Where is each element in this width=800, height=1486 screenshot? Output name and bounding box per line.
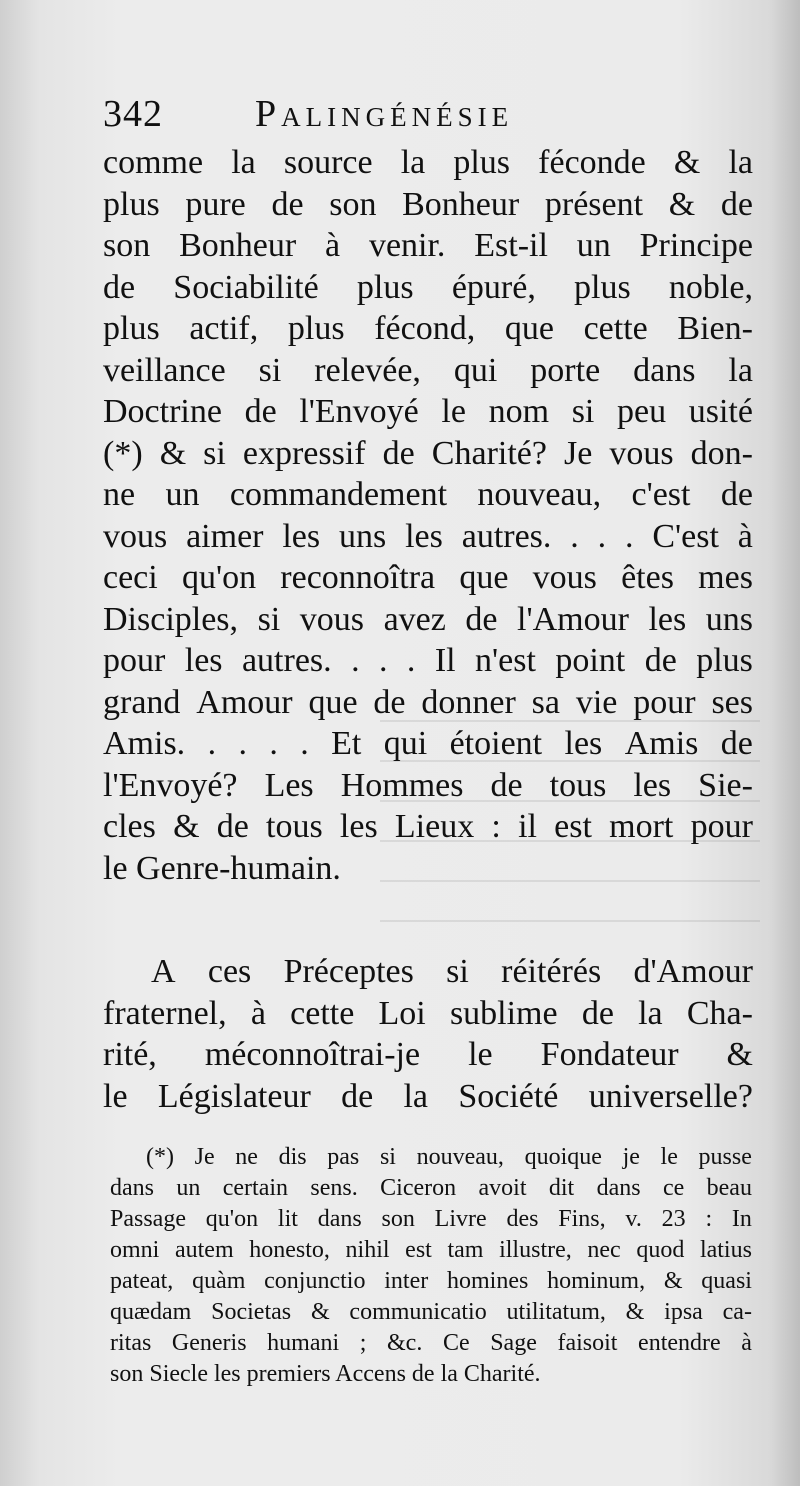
text-line: (*) & si expressif de Charité? Je vous don- <box>103 434 753 472</box>
text-line: Amis. . . . . Et qui étoient les Amis de <box>103 725 753 762</box>
text-line: cles & de tous les Lieux : il est mort pour <box>103 808 753 845</box>
text-line: le Genre-humain. <box>103 849 341 887</box>
text-line: l'Envoyé? Les Hommes de tous les Sie- <box>103 766 753 804</box>
text-line: A ces Préceptes si réitérés d'Amour <box>151 953 753 990</box>
text-line: ne un commandement nouveau, c'est de <box>103 476 753 513</box>
text-line: veillance si relevée, qui porte dans la <box>103 351 753 389</box>
footnote-line: (*) Je ne dis pas si nouveau, quoique je le pusse <box>146 1144 752 1170</box>
text-line: comme la source la plus féconde & la <box>103 144 753 181</box>
text-line: Doctrine de l'Envoyé le nom si peu usité <box>103 393 753 430</box>
footnote-line: ritas Generis humani ; &c. Ce Sage faisoit entendre à <box>110 1330 752 1356</box>
page-number: 342 <box>103 93 163 135</box>
text-line: vous aimer les uns les autres. . . . C'est à <box>103 517 753 555</box>
footnote-line: quædam Societas & communicatio utilitatum, & ipsa ca- <box>110 1299 752 1325</box>
footnote-line: son Siecle les premiers Accens de la Charité. <box>110 1361 541 1387</box>
text-line: ceci qu'on reconnoîtra que vous êtes mes <box>103 559 753 596</box>
footnote-line: dans un certain sens. Ciceron avoit dit dans ce beau <box>110 1175 752 1201</box>
footnote-line: pateat, quàm conjunctio inter homines hominum, & quasi <box>110 1268 752 1294</box>
page-header <box>103 92 753 148</box>
text-line: son Bonheur à venir. Est-il un Principe <box>103 227 753 264</box>
text-line: plus pure de son Bonheur présent & de <box>103 185 753 223</box>
text-line: rité, méconnoîtrai-je le Fondateur & <box>103 1036 753 1073</box>
main-text <box>103 142 753 1117</box>
text-line: Disciples, si vous avez de l'Amour les uns <box>103 600 753 638</box>
text-line: le Législateur de la Société universelle? <box>103 1077 753 1115</box>
text-line: fraternel, à cette Loi sublime de la Cha- <box>103 994 753 1032</box>
footnote-line: Passage qu'on lit dans son Livre des Fins, v. 23 : In <box>110 1206 752 1232</box>
text-line: grand Amour que de donner sa vie pour ses <box>103 683 753 721</box>
footnote-line: omni autem honesto, nihil est tam illustre, nec quod latius <box>110 1237 752 1263</box>
footnote <box>110 1142 752 1390</box>
text-line: pour les autres. . . . Il n'est point de plus <box>103 642 753 679</box>
text-line: de Sociabilité plus épuré, plus noble, <box>103 268 753 306</box>
paragraph-gap <box>103 889 753 951</box>
text-line: plus actif, plus fécond, que cette Bien- <box>103 310 753 347</box>
running-title: Palingénésie <box>255 93 514 135</box>
